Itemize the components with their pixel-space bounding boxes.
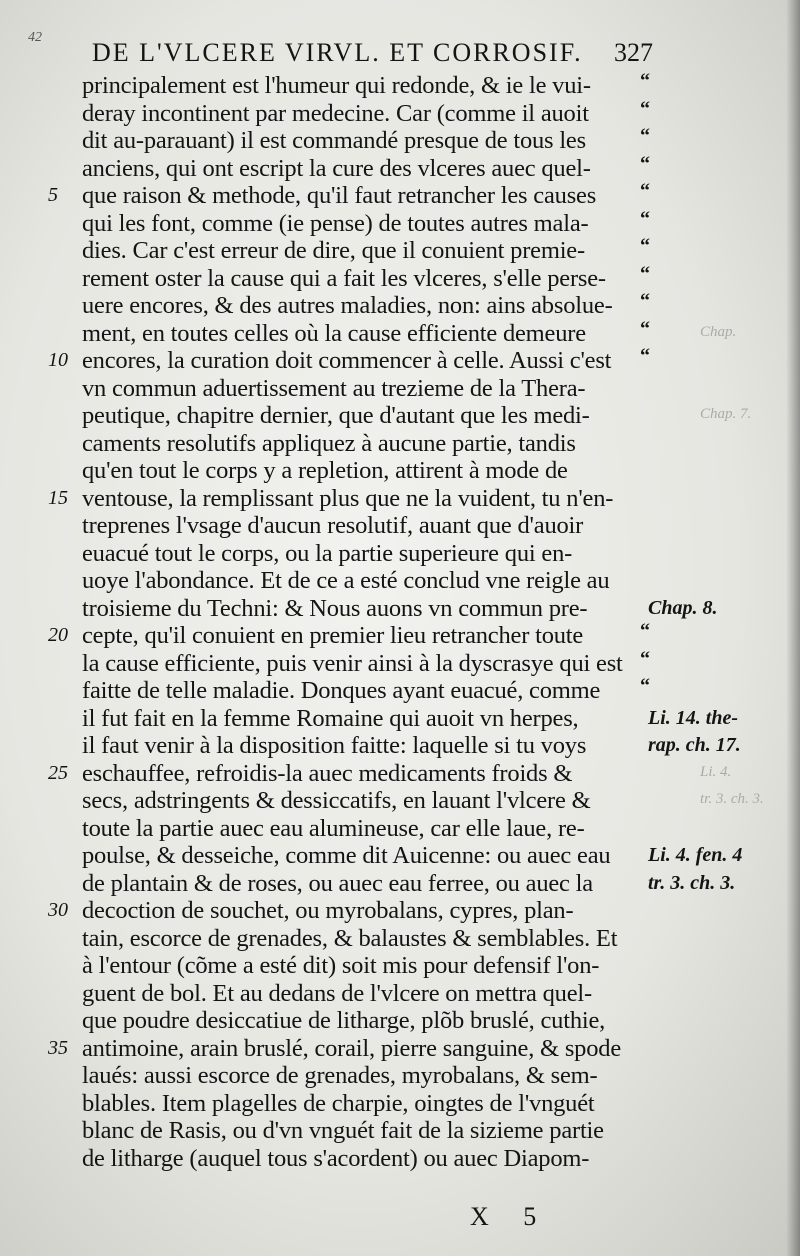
- line-number: 35: [48, 1036, 68, 1059]
- stray-ink-mark: 42: [28, 30, 42, 45]
- quotation-mark: “: [640, 290, 650, 312]
- text-line: antimoine, arain bruslé, corail, pierre sanguine, & spode: [82, 1034, 621, 1062]
- text-line: qui les font, comme (ie pense) de toutes autres mala-: [82, 209, 589, 237]
- line-number: 5: [48, 184, 58, 206]
- text-line: tain, escorce de grenades, & balaustes & semblables. Et: [82, 924, 618, 952]
- quotation-mark: “: [640, 70, 650, 92]
- text-line: decoction de souchet, ou myrobalans, cypres, plan-: [82, 897, 574, 924]
- quotation-mark: “: [640, 235, 650, 257]
- marginal-note: Li. 4. fen. 4: [648, 844, 743, 866]
- text-line: faitte de telle maladie. Donques ayant euacué, comme: [82, 677, 601, 704]
- text-line: qu'en tout le corps y a repletion, attirent à mode de: [82, 457, 568, 484]
- text-line: que raison & methode, qu'il faut retrancher les causes: [82, 182, 597, 209]
- text-line: anciens, qui ont escript la cure des vlceres auec quel-: [82, 154, 591, 182]
- text-line: blanc de Rasis, ou d'vn vnguét fait de la sizieme partie: [82, 1117, 604, 1144]
- text-line: caments resolutifs appliquez à aucune partie, tandis: [82, 429, 576, 457]
- marginal-note: rap. ch. 17.: [648, 734, 741, 756]
- body-text: [82, 72, 642, 1172]
- text-line: ventouse, la remplissant plus que ne la vuident, tu n'en-: [82, 484, 614, 512]
- text-line: uere encores, & des autres maladies, non: ains absolue-: [82, 292, 613, 319]
- text-line: il fut fait en la femme Romaine qui auoit vn herpes,: [82, 704, 579, 732]
- bleed-through-note: Li. 4.: [700, 763, 732, 780]
- text-line: guent de bol. Et au dedans de l'vlcere on mettra quel-: [82, 979, 592, 1007]
- text-line: eschauffee, refroidis-la auec medicaments froids &: [82, 759, 573, 787]
- text-line: de plantain & de roses, ou auec eau ferree, ou auec la: [82, 869, 593, 897]
- quotation-mark: “: [640, 207, 650, 230]
- text-line: toute la partie auec eau alumineuse, car elle laue, re-: [82, 814, 585, 842]
- text-line: principalement est l'humeur qui redonde, & ie le vui-: [82, 72, 591, 99]
- text-line: treprenes l'vsage d'aucun resolutif, auant que d'auoir: [82, 512, 584, 539]
- line-number: 20: [48, 624, 68, 646]
- bleed-through-note: Chap. 7.: [700, 406, 752, 422]
- text-line: de litharge (auquel tous s'acordent) ou auec Diapom-: [82, 1144, 590, 1172]
- text-line: vn commun aduertissement au trezieme de la Thera-: [82, 374, 586, 402]
- text-line: il faut venir à la disposition faitte: laquelle si tu voys: [82, 732, 587, 759]
- text-line: que poudre desiccatiue de litharge, plõb bruslé, cuthie,: [82, 1007, 606, 1034]
- text-line: euacué tout le corps, ou la partie superieure qui en-: [82, 539, 573, 567]
- text-line: dies. Car c'est erreur de dire, que il conuient premie-: [82, 237, 585, 264]
- text-line: rement oster la cause qui a fait les vlceres, s'elle perse-: [82, 264, 606, 292]
- marginal-note: Li. 14. the-: [648, 706, 738, 729]
- text-line: encores, la curation doit commencer à celle. Aussi c'est: [82, 347, 612, 374]
- bleed-through-note: tr. 3. ch. 3.: [700, 791, 764, 807]
- quotation-mark: “: [640, 180, 650, 202]
- page-number: 327: [614, 38, 653, 67]
- quotation-mark: “: [640, 262, 650, 285]
- running-head: DE L'VLCERE VIRVL. ET CORROSIF.: [92, 38, 583, 67]
- quotation-mark: “: [640, 152, 650, 175]
- page-edge-shadow: [786, 0, 800, 1256]
- quotation-mark: “: [640, 345, 650, 367]
- quotation-mark: “: [640, 125, 650, 147]
- quotation-mark: “: [640, 620, 650, 642]
- text-line: troisieme du Techni: & Nous auons vn commun pre-: [82, 594, 588, 622]
- line-number: 25: [48, 761, 68, 784]
- text-line: deray incontinent par medecine. Car (comme il auoit: [82, 99, 589, 127]
- text-line: secs, adstringents & dessiccatifs, en lauant l'vlcere &: [82, 787, 591, 814]
- text-line: blables. Item plagelles de charpie, oingtes de l'vnguét: [82, 1089, 595, 1117]
- quotation-mark: “: [640, 647, 650, 670]
- text-line: ment, en toutes celles où la cause efficiente demeure: [82, 319, 586, 347]
- text-line: à l'entour (cõme a esté dit) soit mis pour defensif l'on-: [82, 952, 600, 979]
- text-line: cepte, qu'il conuient en premier lieu retrancher toute: [82, 622, 584, 649]
- quotation-mark: “: [640, 675, 650, 697]
- marginal-note: tr. 3. ch. 3.: [648, 871, 736, 894]
- line-number: 30: [48, 899, 68, 921]
- bleed-through-note: Chap.: [700, 323, 737, 340]
- text-line: uoye l'abondance. Et de ce a esté conclud vne reigle au: [82, 567, 610, 594]
- line-number: 15: [48, 486, 68, 509]
- line-number: 10: [48, 349, 68, 371]
- quotation-mark: “: [640, 317, 650, 340]
- text-line: la cause efficiente, puis venir ainsi à la dyscrasye qui est: [82, 649, 623, 677]
- text-line: poulse, & desseiche, comme dit Auicenne: ou auec eau: [82, 842, 611, 869]
- text-line: peutique, chapitre dernier, que d'autant que les medi-: [82, 402, 590, 429]
- text-line: dit au-parauant) il est commandé presque de tous les: [82, 127, 586, 154]
- signature-mark: X 5: [470, 1202, 551, 1231]
- text-line: laués: aussi escorce de grenades, myrobalans, & sem-: [82, 1062, 598, 1089]
- marginal-note: Chap. 8.: [648, 596, 718, 619]
- quotation-mark: “: [640, 97, 650, 120]
